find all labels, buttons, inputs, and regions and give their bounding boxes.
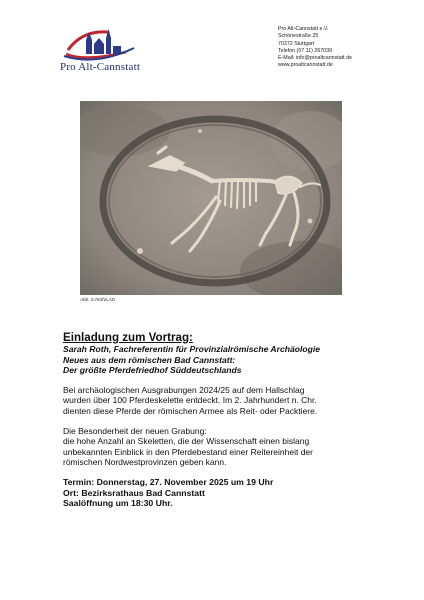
paragraph-line: Die Besonderheit der neuen Grabung: [63,425,207,436]
castle-logo-icon [56,26,176,66]
paragraph-line: wurden über 100 Pferdeskelette entdeckt. Im 2. Jahrhundert n. Chr. [63,395,317,406]
address-line: Schönestraße 25 [278,33,319,40]
paragraph-line: dienten diese Pferde der römischen Armee als Reit- oder Packtiere. [63,405,318,416]
paragraph-intro [63,385,403,417]
subtitle-line: Neues aus dem römischen Bad Cannstatt: [63,354,236,365]
paragraph-line: die hohe Anzahl an Skeletten, die der Wissenschaft einen bislang [63,436,310,447]
subtitle-line: Der größte Pferdefriedhof Süddeutschlands [63,365,242,376]
event-doors-open: Saalöffnung um 18:30 Uhr. [63,498,173,509]
address-line: Telefon (07 11) 267039 [278,47,333,54]
address-block [278,26,352,70]
event-date: Termin: Donnerstag, 27. November 2025 um 19 Uhr [63,476,274,487]
subtitle-line: Sarah Roth, Fachreferentin für Provinzialrömische Archäologie [63,344,321,354]
paragraph-line: Bei archäologischen Ausgrabungen 2024/25 auf dem Hallschlag [63,384,305,395]
logo-text: Pro Alt-Cannstatt [60,61,141,73]
address-email[interactable]: E-Mail: info@proaltcannstatt.de [278,55,352,62]
event-location: Ort: Bezirksrathaus Bad Cannstatt [63,487,205,498]
horse-skeleton-excavation-photo-icon [80,101,342,295]
photo-caption: Abb. S.Roth/LAD [80,297,115,302]
invitation-content [63,331,403,509]
paragraph-line: unbekannten Einblick in den Pferdebestand einer Reitereinheit der [63,446,313,457]
address-line: Pro Alt-Cannstatt e.V. [278,26,329,32]
event-details [63,477,403,509]
paragraph-line: römischen Nordwestprovinzen geben kann. [63,457,227,468]
paragraph-special [63,426,403,468]
address-website[interactable]: www.proaltcannstatt.de [278,62,333,69]
excavation-photo [80,101,342,295]
address-line: 70372 Stuttgart [278,40,315,47]
heading: Einladung zum Vortrag: [63,331,193,344]
